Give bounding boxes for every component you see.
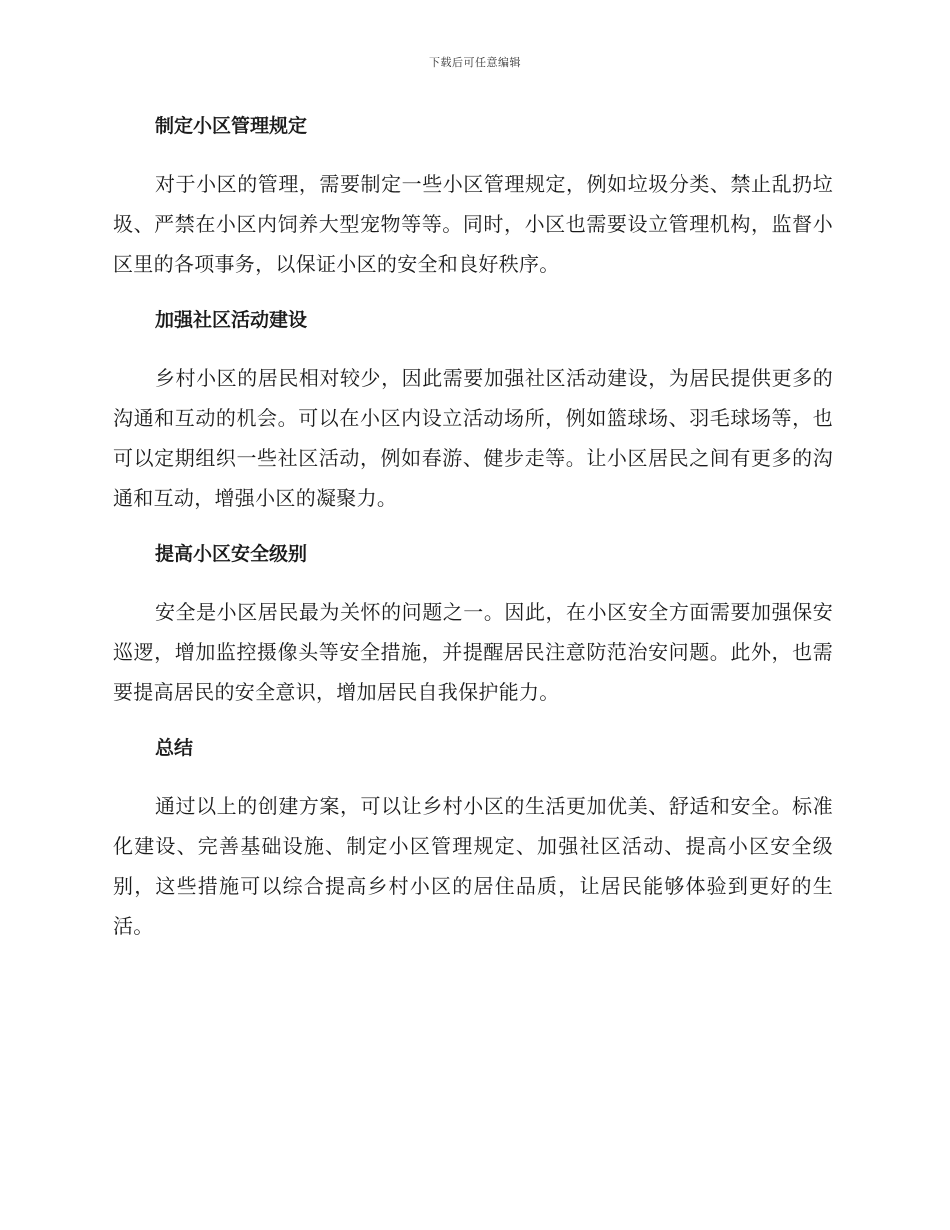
section-paragraph: 乡村小区的居民相对较少，因此需要加强社区活动建设，为居民提供更多的沟通和互动的机会。可以在小区内设立活动场所，例如篮球场、羽毛球场等，也可以定期组织一些社区活动，例如春游、健步走等。让小区居民之间有更多的沟通和互动，增强小区的凝聚力。 [113,366,833,510]
section-safety-level [113,538,833,712]
section-heading: 总结 [155,737,194,759]
section-heading: 制定小区管理规定 [155,115,308,137]
section-community-activities [113,304,833,518]
section-paragraph: 对于小区的管理，需要制定一些小区管理规定，例如垃圾分类、禁止乱扔垃圾、严禁在小区内饲养大型宠物等等。同时，小区也需要设立管理机构，监督小区里的各项事务，以保证小区的安全和良好秩序。 [113,172,833,276]
section-heading: 提高小区安全级别 [155,543,308,565]
section-paragraph: 安全是小区居民最为关怀的问题之一。因此，在小区安全方面需要加强保安巡逻，增加监控摄像头等安全措施，并提醒居民注意防范治安问题。此外，也需要提高居民的安全意识，增加居民自我保护能力。 [113,600,833,704]
document-body [113,110,833,966]
section-paragraph: 通过以上的创建方案，可以让乡村小区的生活更加优美、舒适和安全。标准化建设、完善基础设施、制定小区管理规定、加强社区活动、提高小区安全级别，这些措施可以综合提高乡村小区的居住品质，让居民能够体验到更好的生活。 [113,794,833,938]
section-heading: 加强社区活动建设 [155,309,308,331]
section-summary [113,732,833,946]
section-management-rules [113,110,833,284]
page-header-note: 下载后可任意编辑 [429,56,521,69]
